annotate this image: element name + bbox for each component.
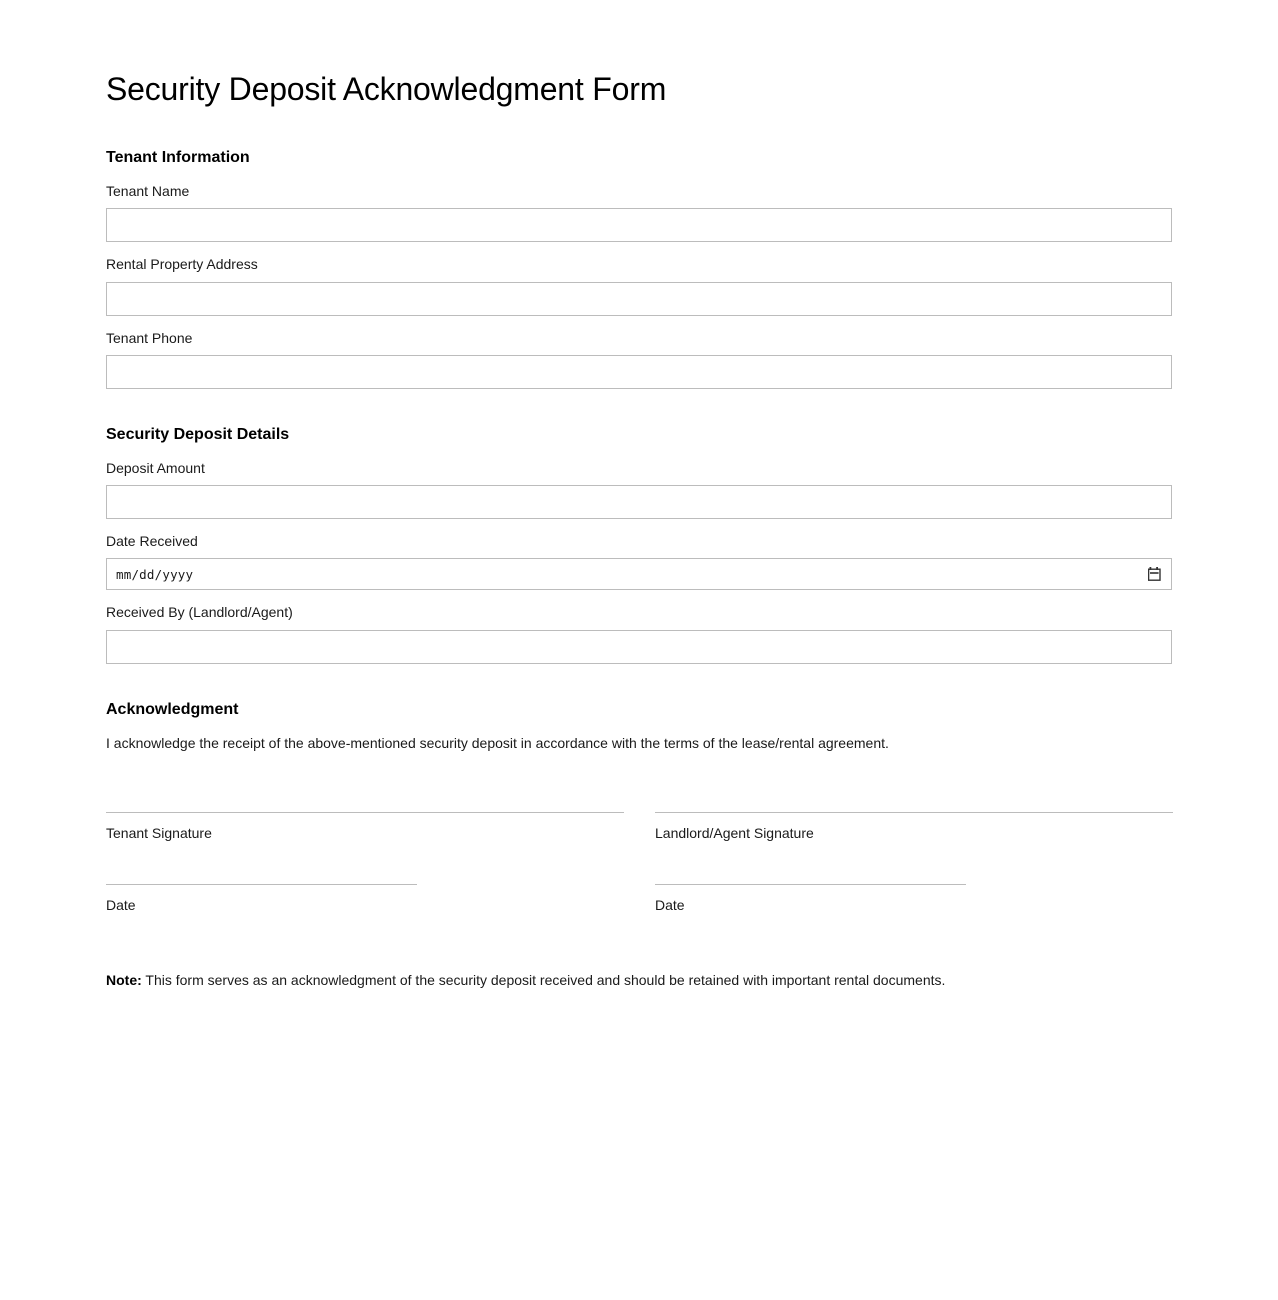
tenant-date-line[interactable]: [106, 884, 417, 885]
rental-property-address-input[interactable]: [106, 282, 1172, 316]
field-tenant-name: [106, 181, 1172, 242]
footer-note: [106, 970, 1172, 991]
section-tenant-information: [106, 148, 1172, 389]
field-date-received: [106, 531, 1172, 590]
tenant-phone-input[interactable]: [106, 355, 1172, 389]
tenant-signature-caption: Tenant Signature: [106, 824, 212, 841]
field-tenant-phone: [106, 328, 1172, 389]
footer-note-text: This form serves as an acknowledgment of the security deposit received and should be retained with important rental documents.: [141, 972, 946, 989]
signature-block: [106, 812, 1172, 916]
label-tenant-phone: Tenant Phone: [106, 329, 193, 346]
label-date-received: Date Received: [106, 533, 198, 550]
tenant-date-caption: Date: [106, 896, 136, 913]
received-by-input[interactable]: [106, 630, 1172, 664]
footer-note-label: Note:: [106, 972, 142, 989]
deposit-amount-input[interactable]: [106, 485, 1172, 519]
landlord-signature-line[interactable]: [655, 812, 1173, 813]
calendar-icon[interactable]: [1148, 567, 1161, 581]
label-received-by: Received By (Landlord/Agent): [106, 604, 293, 621]
acknowledgment-statement: I acknowledge the receipt of the above-mentioned security deposit in accordance with the terms of the lease/rental agreement.: [106, 734, 889, 751]
page-title: Security Deposit Acknowledgment Form: [106, 71, 667, 107]
section-heading-security-deposit-details: Security Deposit Details: [106, 426, 290, 444]
section-acknowledgment: [106, 700, 1172, 754]
date-received-placeholder: mm/dd/yyyy: [116, 566, 194, 582]
label-rental-property-address: Rental Property Address: [106, 256, 258, 273]
tenant-signature-line[interactable]: [106, 812, 624, 813]
signature-column-landlord: [655, 812, 1173, 916]
date-received-input[interactable]: [106, 558, 1172, 590]
field-deposit-amount: [106, 458, 1172, 519]
field-received-by: [106, 602, 1172, 663]
signature-column-tenant: [106, 812, 624, 916]
section-heading-acknowledgment: Acknowledgment: [106, 700, 239, 718]
label-tenant-name: Tenant Name: [106, 183, 190, 200]
landlord-date-caption: Date: [655, 896, 685, 913]
landlord-date-line[interactable]: [655, 884, 966, 885]
field-rental-property-address: [106, 254, 1172, 315]
tenant-name-input[interactable]: [106, 208, 1172, 242]
section-security-deposit-details: [106, 425, 1172, 664]
label-deposit-amount: Deposit Amount: [106, 459, 205, 476]
section-heading-tenant-information: Tenant Information: [106, 149, 250, 167]
landlord-signature-caption: Landlord/Agent Signature: [655, 824, 814, 841]
